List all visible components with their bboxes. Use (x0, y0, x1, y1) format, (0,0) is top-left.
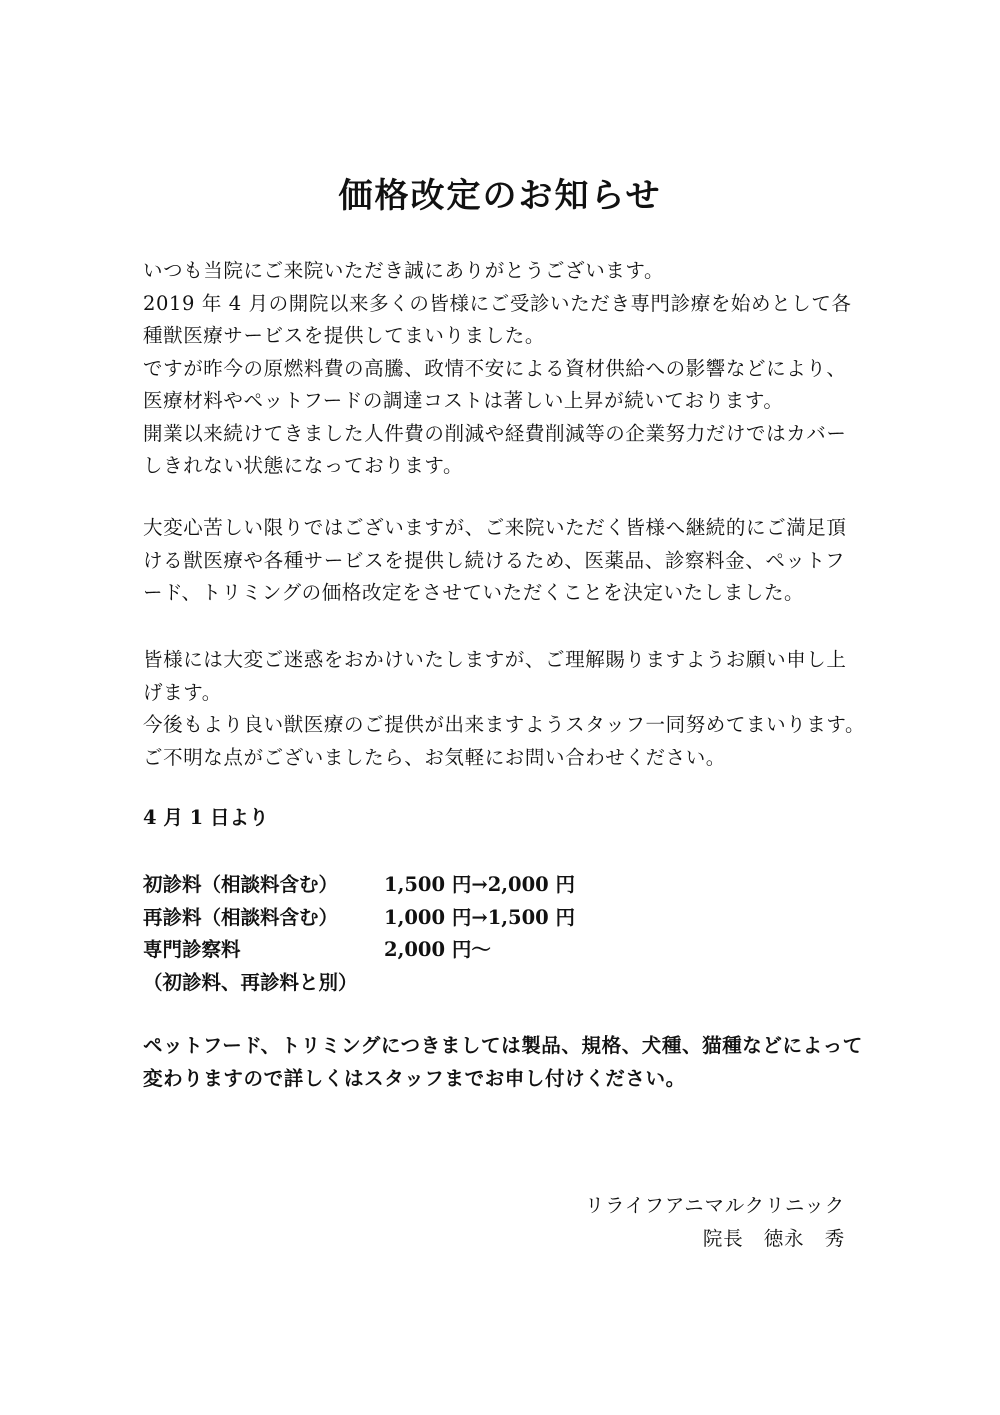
text-line: いつも当院にご来院いただき誠にありがとうございます。 (143, 259, 665, 282)
text-line: ける獣医療や各種サービスを提供し続けるため、医薬品、診察料金、ペットフ (143, 548, 846, 572)
text-line: 医療材料やペットフードの調達コストは著しい上昇が続いております。 (143, 389, 784, 412)
text-line: ですが昨今の原燃料費の高騰、政情不安による資材供給への影響などにより、 (143, 356, 847, 380)
text-line: ペットフード、トリミングにつきましては製品、規格、犬種、猫種などによって (143, 1034, 863, 1057)
closing-paragraph (143, 1030, 863, 1095)
director-name: 院長 徳永 秀 (702, 1226, 845, 1250)
fee-row-revisit (143, 902, 863, 935)
fee-name: 専門診察料 (143, 938, 241, 961)
text-line: 変わりますので詳しくはスタッフまでお申し付けください。 (143, 1066, 686, 1090)
text-line: 2019 年 4 月の開院以来多くの皆様にご受診いただき専門診療を始めとして各 (143, 291, 852, 315)
page-title: 価格改定のお知らせ (338, 176, 662, 216)
fee-price: 1,000 円→1,500 円 (384, 905, 576, 929)
text-line: しきれない状態になっております。 (143, 454, 464, 477)
apology-paragraph (143, 644, 866, 774)
fee-row-initial (143, 869, 863, 902)
intro-paragraph (143, 255, 863, 483)
text-line: 今後もより良い獣医療のご提供が出来ますようスタッフ一同努めてまいります。 (143, 713, 866, 736)
effective-date: 4 月 1 日より (143, 806, 269, 829)
fee-row-specialist (143, 934, 863, 967)
text-line: ード、トリミングの価格改定をさせていただくことを決定いたしました。 (143, 581, 805, 604)
text-line: 種獣医療サービスを提供してまいりました。 (143, 324, 546, 347)
fee-name: 初診料（相談料含む） (143, 873, 339, 896)
clinic-name: リライフアニマルクリニック (584, 1194, 845, 1217)
text-line: 開業以来続けてきました人件費の削減や経費削減等の企業努力だけではカバー (143, 421, 847, 445)
fee-list (143, 869, 863, 999)
fee-price: 1,500 円→2,000 円 (384, 873, 576, 896)
fee-name: 再診料（相談料含む） (143, 905, 339, 929)
text-line: 大変心苦しい限りではございますが、ご来院いただく皆様へ継続的にご満足頂 (143, 516, 847, 539)
fee-price: 2,000 円〜 (384, 938, 491, 961)
text-line: げます。 (143, 680, 222, 704)
decision-paragraph (143, 512, 863, 610)
text-line: 皆様には大変ご迷惑をおかけいたしますが、ご理解賜りますようお願い申し上 (143, 648, 847, 671)
fee-note: （初診料、再診料と別） (143, 970, 358, 994)
text-line: ご不明な点がございましたら、お気軽にお問い合わせください。 (143, 745, 726, 769)
signature-block (585, 1190, 845, 1255)
